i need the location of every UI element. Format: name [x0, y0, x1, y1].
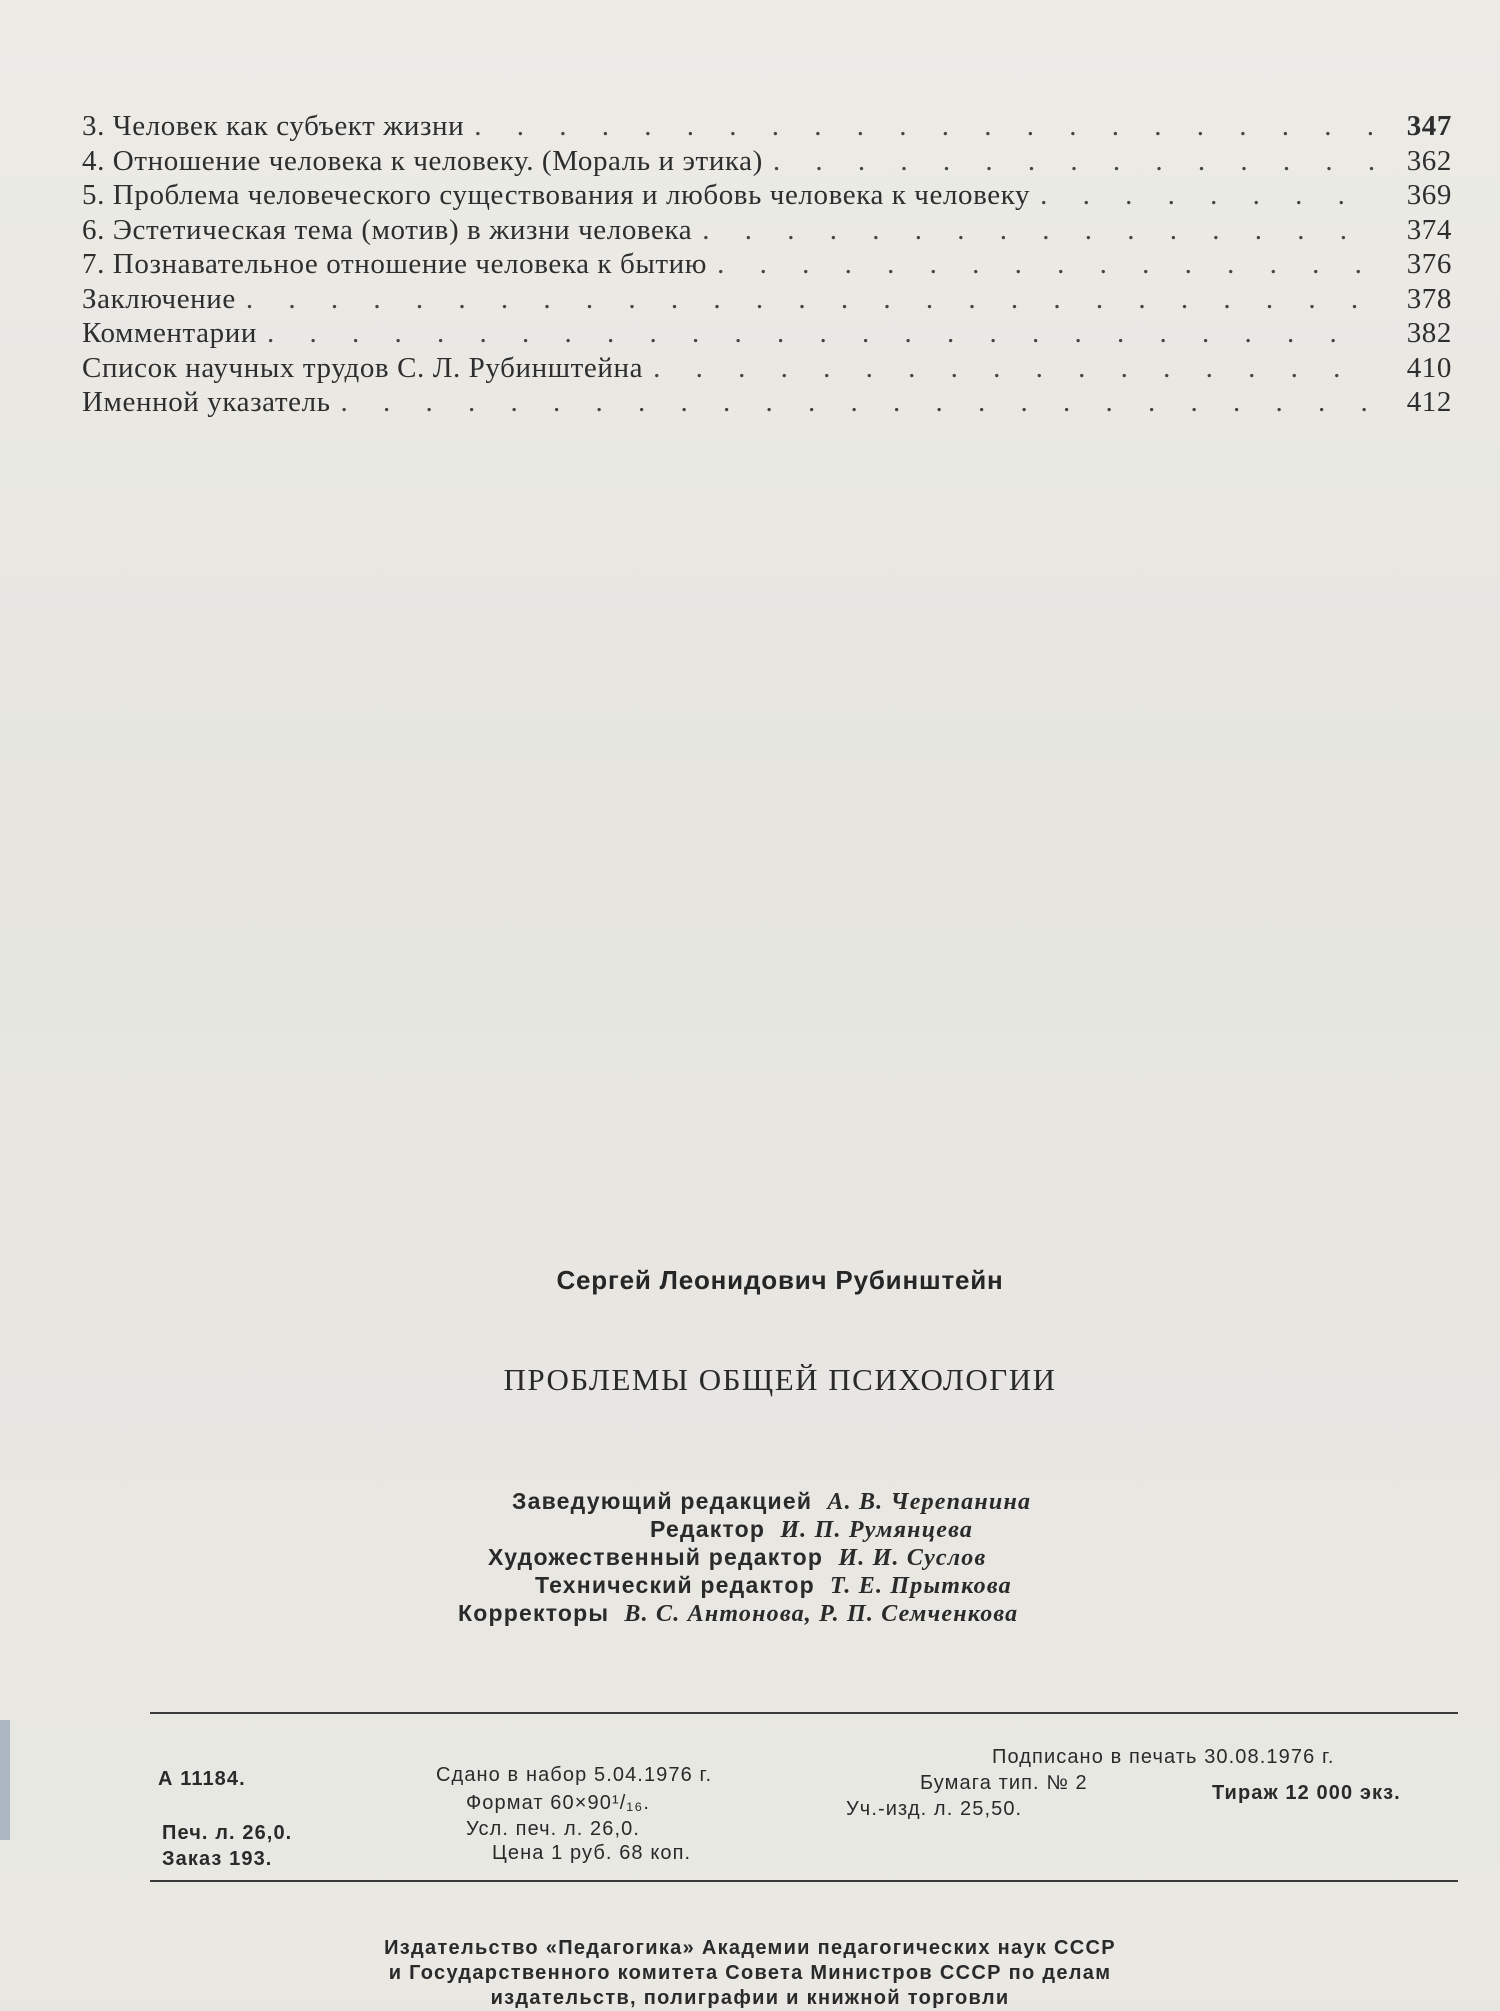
editorial-credits	[0, 1488, 1500, 1628]
toc-entry-title: 5. Проблема человеческого существования и любовь человека к человеку	[82, 179, 1031, 211]
toc-entry-title: 6. Эстетическая тема (мотив) в жизни человека	[82, 213, 693, 246]
table-of-contents	[82, 110, 1452, 421]
toc-leader-dots	[717, 248, 1374, 281]
toc-entry-page: 410	[1406, 351, 1452, 384]
credit-name: Т. Е. Прыткова	[830, 1573, 1012, 1599]
toc-entry	[82, 317, 1452, 352]
credit-name: И. П. Румянцева	[780, 1517, 974, 1543]
imprint-circulation: Тираж 12 000 экз.	[1212, 1782, 1401, 1804]
imprint-signed-to-print: Подписано в печать 30.08.1976 г.	[992, 1746, 1335, 1768]
toc-entry-title: 4. Отношение человека к человеку. (Мораль и этика)	[82, 144, 763, 177]
toc-leader-dots	[702, 214, 1374, 247]
toc-leader-dots	[267, 317, 1374, 350]
credit-row	[535, 1572, 1500, 1600]
imprint-format: Формат 60×90¹/₁₆.	[466, 1792, 651, 1814]
credit-role: Художественный редактор	[488, 1544, 824, 1570]
toc-leader-dots	[1040, 179, 1374, 212]
credit-row	[458, 1600, 1500, 1628]
book-title: ПРОБЛЕМЫ ОБЩЕЙ ПСИХОЛОГИИ	[503, 1362, 1057, 1397]
toc-entry-title: 3. Человек как субъект жизни	[82, 110, 465, 142]
credit-row	[512, 1488, 1500, 1516]
toc-entry-page: 382	[1406, 317, 1452, 349]
toc-leader-dots	[474, 110, 1374, 143]
toc-entry-title: 7. Познавательное отношение человека к бытию	[82, 248, 708, 280]
imprint-order-code: А 11184.	[158, 1768, 246, 1790]
toc-leader-dots	[341, 386, 1374, 419]
toc-entry-title: Заключение	[82, 282, 236, 315]
imprint-paper: Бумага тип. № 2	[920, 1772, 1088, 1794]
toc-entry	[82, 352, 1452, 387]
toc-entry-page: 412	[1406, 386, 1452, 418]
imprint-top-rule	[150, 1712, 1458, 1714]
toc-entry	[82, 179, 1452, 214]
publisher-line: и Государственного комитета Совета Министров СССР по делам	[388, 1962, 1112, 1984]
publisher-line: издательств, полиграфии и книжной торговли	[490, 1987, 1010, 2009]
imprint-conv-sheets: Усл. печ. л. 26,0.	[466, 1818, 641, 1840]
imprint-pub-sheets: Уч.-изд. л. 25,50.	[846, 1798, 1023, 1820]
toc-entry-page: 376	[1406, 248, 1452, 280]
author-name: Сергей Леонидович Рубинштейн	[556, 1265, 1004, 1295]
imprint-print-sheets: Печ. л. 26,0.	[162, 1822, 293, 1844]
toc-entry	[82, 248, 1452, 283]
imprint-order-no: Заказ 193.	[162, 1848, 273, 1870]
credit-name: А. В. Черепанина	[827, 1489, 1032, 1515]
toc-entry	[82, 110, 1452, 145]
toc-entry	[82, 214, 1452, 249]
toc-entry-page: 374	[1406, 213, 1452, 246]
credit-role: Технический редактор	[535, 1572, 815, 1598]
toc-leader-dots	[653, 352, 1374, 385]
credit-row	[650, 1516, 1500, 1544]
credit-name: В. С. Антонова, Р. П. Семченкова	[624, 1601, 1019, 1627]
toc-entry-title: Комментарии	[82, 317, 257, 349]
toc-leader-dots	[773, 145, 1374, 178]
credit-role: Корректоры	[458, 1600, 610, 1626]
toc-entry-page: 369	[1406, 179, 1452, 211]
toc-entry-page: 362	[1406, 144, 1452, 177]
publisher-line: Издательство «Педагогика» Академии педагогических наук СССР	[384, 1937, 1116, 1959]
toc-entry-page: 347	[1406, 110, 1452, 142]
credit-role: Заведующий редакцией	[512, 1488, 813, 1514]
imprint-price: Цена 1 руб. 68 коп.	[492, 1842, 692, 1864]
toc-entry-title: Именной указатель	[82, 386, 331, 418]
toc-entry	[82, 386, 1452, 421]
toc-entry	[82, 283, 1452, 318]
toc-entry-page: 378	[1406, 282, 1452, 315]
toc-entry	[82, 145, 1452, 180]
credit-row	[488, 1544, 1500, 1572]
toc-entry-title: Список научных трудов С. Л. Рубинштейна	[82, 351, 644, 384]
credit-name: И. И. Суслов	[838, 1545, 987, 1571]
imprint-bottom-rule	[150, 1880, 1458, 1882]
imprint-sent-to-set: Сдано в набор 5.04.1976 г.	[436, 1764, 713, 1786]
page-edge-shadow	[0, 1720, 10, 1840]
credit-role: Редактор	[650, 1516, 766, 1542]
toc-leader-dots	[246, 283, 1374, 316]
